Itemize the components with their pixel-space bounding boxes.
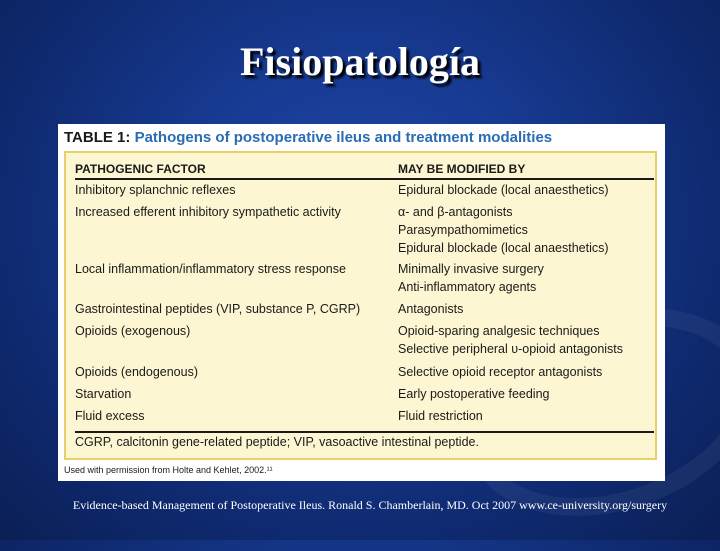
pathogenic-factor-cell: Local inflammation/inflammatory stress response [75,262,346,276]
header-pathogenic-factor: PATHOGENIC FACTOR [75,162,206,176]
header-modified-by: MAY BE MODIFIED BY [398,162,526,176]
modifier-item: Minimally invasive surgery [398,262,544,276]
pathogenic-factor-cell: Gastrointestinal peptides (VIP, substance P, CGRP) [75,302,361,316]
modifier-item: Selective peripheral υ-opioid antagonists [398,342,624,356]
permission-note: Used with permission from Holte and Kehlet, 2002.¹¹ [64,465,273,475]
modifier-cell [398,322,623,358]
table-footer-rule [75,431,654,433]
modifier-item: Fluid restriction [398,409,483,423]
modifier-item: Epidural blockade (local anaesthetics) [398,241,609,255]
modifier-item: α- and β-antagonists [398,205,513,219]
modifier-cell [398,300,463,318]
modifier-item: Opioid-sparing analgesic techniques [398,324,600,338]
slide-citation: Evidence-based Management of Postoperative Ileus. Ronald S. Chamberlain, MD. Oct 2007 www.ce-university.org/surgery [72,498,668,512]
table-footnote: CGRP, calcitonin gene-related peptide; VIP, vasoactive intestinal peptide. [75,435,479,449]
table-label: TABLE 1: [64,129,131,146]
modifier-cell [398,363,602,381]
table-panel [64,151,657,460]
modifier-item: Epidural blockade (local anaesthetics) [398,183,609,197]
modifier-cell [398,203,609,257]
pathogenic-factor-cell: Fluid excess [75,409,145,423]
pathogenic-factor-cell: Opioids (exogenous) [75,324,191,338]
pathogenic-factor-cell: Starvation [75,387,132,401]
table-figure [58,124,665,481]
modifier-item: Parasympathomimetics [398,223,528,237]
modifier-cell [398,407,483,425]
modifier-cell [398,181,609,199]
modifier-item: Selective opioid receptor antagonists [398,365,603,379]
table-header-row [75,162,654,180]
pathogenic-factor-cell: Increased efferent inhibitory sympathetic activity [75,205,341,219]
modifier-item: Early postoperative feeding [398,387,550,401]
table-caption [64,129,552,146]
table-caption-text: Pathogens of postoperative ileus and treatment modalities [134,129,553,146]
pathogenic-factor-cell: Inhibitory splanchnic reflexes [75,183,236,197]
modifier-cell [398,260,544,296]
modifier-cell [398,385,549,403]
modifier-item: Antagonists [398,302,464,316]
pathogenic-factor-cell: Opioids (endogenous) [75,365,198,379]
slide-title: Fisiopatología [239,39,481,84]
modifier-item: Anti-inflammatory agents [398,280,537,294]
